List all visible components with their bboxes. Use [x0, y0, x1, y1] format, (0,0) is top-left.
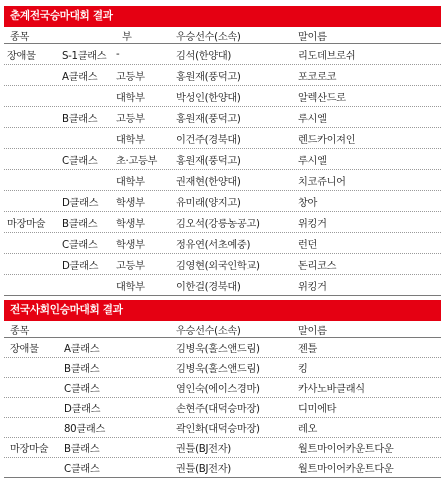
division-cell: 대학부 — [116, 176, 145, 188]
table-row — [4, 438, 441, 458]
table-row — [4, 191, 441, 212]
header-event: 종목 — [10, 31, 30, 43]
social-table-body — [4, 338, 441, 478]
horse-cell: 돈리코스 — [298, 260, 337, 272]
table-row — [4, 128, 441, 149]
social-results-table — [4, 300, 441, 478]
horse-cell: 카사노바클래식 — [298, 384, 365, 395]
winner-cell: 김석(한양대) — [176, 50, 232, 62]
table-row — [4, 149, 441, 170]
social-header-row — [4, 321, 441, 338]
class-cell: D클래스 — [62, 260, 99, 272]
winner-cell: 김병욱(홀스앤드림) — [176, 344, 260, 355]
table-row — [4, 65, 441, 86]
social-results-title: 전국사회인승마대회 결과 — [4, 300, 441, 321]
division-cell: 고등부 — [116, 260, 145, 272]
horse-cell: 루시엘 — [298, 113, 327, 125]
table-row — [4, 338, 441, 358]
horse-cell: 월트마이어카운트다운 — [298, 444, 394, 455]
header-horse: 말이름 — [298, 31, 327, 43]
event-cell: 마장마술 — [7, 218, 46, 230]
horse-cell: 알렉산드로 — [298, 92, 346, 104]
winner-cell: 권틀(BJ전자) — [176, 444, 231, 455]
table-row — [4, 170, 441, 191]
winner-cell: 염인숙(에이스경마) — [176, 384, 260, 395]
division-cell: 학생부 — [116, 197, 145, 209]
table-row — [4, 358, 441, 378]
spring-results-table — [4, 6, 441, 296]
horse-cell: 리도데브로쉬 — [298, 50, 356, 62]
table-row — [4, 275, 441, 296]
table-row — [4, 86, 441, 107]
class-cell: B클래스 — [64, 444, 100, 455]
division-cell: 대학부 — [116, 134, 145, 146]
table-row — [4, 233, 441, 254]
table-row — [4, 107, 441, 128]
table-row — [4, 378, 441, 398]
horse-cell: 킹 — [298, 364, 308, 375]
class-cell: C클래스 — [62, 155, 98, 167]
header-winner: 우승선수(소속) — [176, 325, 241, 337]
horse-cell: 디미에타 — [298, 404, 337, 415]
winner-cell: 곽인화(대덕승마장) — [176, 424, 260, 435]
table-row — [4, 44, 441, 65]
horse-cell: 젠틀 — [298, 344, 318, 355]
class-cell: C클래스 — [64, 464, 100, 475]
class-cell: D클래스 — [62, 197, 99, 209]
class-cell: C클래스 — [64, 384, 100, 395]
horse-cell: 위킹거 — [298, 218, 327, 230]
table-row — [4, 458, 441, 478]
winner-cell: 홍원재(풍덕고) — [176, 71, 241, 83]
winner-cell: 권틀(BJ전자) — [176, 464, 231, 475]
spring-header-row — [4, 27, 441, 44]
class-cell: B클래스 — [62, 218, 98, 230]
class-cell: S-1클래스 — [62, 50, 107, 62]
winner-cell: 김영현(외국인학교) — [176, 260, 260, 272]
horse-cell: 월트마이어카운트다운 — [298, 464, 394, 475]
division-cell: 고등부 — [116, 71, 145, 83]
event-cell: 마장마술 — [10, 444, 49, 455]
winner-cell: 이건주(경북대) — [176, 134, 241, 146]
class-cell: 80클래스 — [64, 424, 105, 435]
header-event: 종목 — [10, 325, 30, 337]
table-row — [4, 418, 441, 438]
class-cell: B클래스 — [64, 364, 100, 375]
division-cell: 대학부 — [116, 92, 145, 104]
horse-cell: 레오 — [298, 424, 318, 435]
winner-cell: 박성인(한양대) — [176, 92, 241, 104]
winner-cell: 정유연(서초예중) — [176, 239, 251, 251]
winner-cell: 이한걸(경북대) — [176, 281, 241, 293]
class-cell: A클래스 — [64, 344, 100, 355]
division-cell: 대학부 — [116, 281, 145, 293]
event-cell: 장애물 — [7, 50, 36, 62]
winner-cell: 홍원재(풍덕고) — [176, 155, 241, 167]
horse-cell: 창아 — [298, 197, 318, 209]
winner-cell: 손현주(대덕승마장) — [176, 404, 260, 415]
division-cell: - — [116, 48, 120, 60]
table-row — [4, 398, 441, 418]
table-row — [4, 212, 441, 233]
horse-cell: 위킹거 — [298, 281, 327, 293]
horse-cell: 치코쥬니어 — [298, 176, 346, 188]
winner-cell: 김병욱(홀스앤드림) — [176, 364, 260, 375]
class-cell: C클래스 — [62, 239, 98, 251]
event-cell: 장애물 — [10, 344, 39, 355]
division-cell: 초·고등부 — [116, 155, 158, 167]
class-cell: A클래스 — [62, 71, 98, 83]
division-cell: 학생부 — [116, 218, 145, 230]
division-cell: 학생부 — [116, 239, 145, 251]
header-winner: 우승선수(소속) — [176, 31, 241, 43]
table-row — [4, 254, 441, 275]
winner-cell: 홍원재(풍덕고) — [176, 113, 241, 125]
horse-cell: 런던 — [298, 239, 318, 251]
horse-cell: 루시엘 — [298, 155, 327, 167]
winner-cell: 권재현(한양대) — [176, 176, 241, 188]
division-cell: 고등부 — [116, 113, 145, 125]
spring-results-title: 춘계전국승마대회 결과 — [4, 6, 441, 27]
header-division: 부 — [122, 31, 132, 43]
winner-cell: 유미래(양지고) — [176, 197, 241, 209]
spring-table-body — [4, 44, 441, 296]
header-horse: 말이름 — [298, 325, 327, 337]
horse-cell: 포코로코 — [298, 71, 337, 83]
winner-cell: 김오석(강릉농공고) — [176, 218, 260, 230]
horse-cell: 렌드카이져인 — [298, 134, 356, 146]
class-cell: B클래스 — [62, 113, 98, 125]
class-cell: D클래스 — [64, 404, 101, 415]
